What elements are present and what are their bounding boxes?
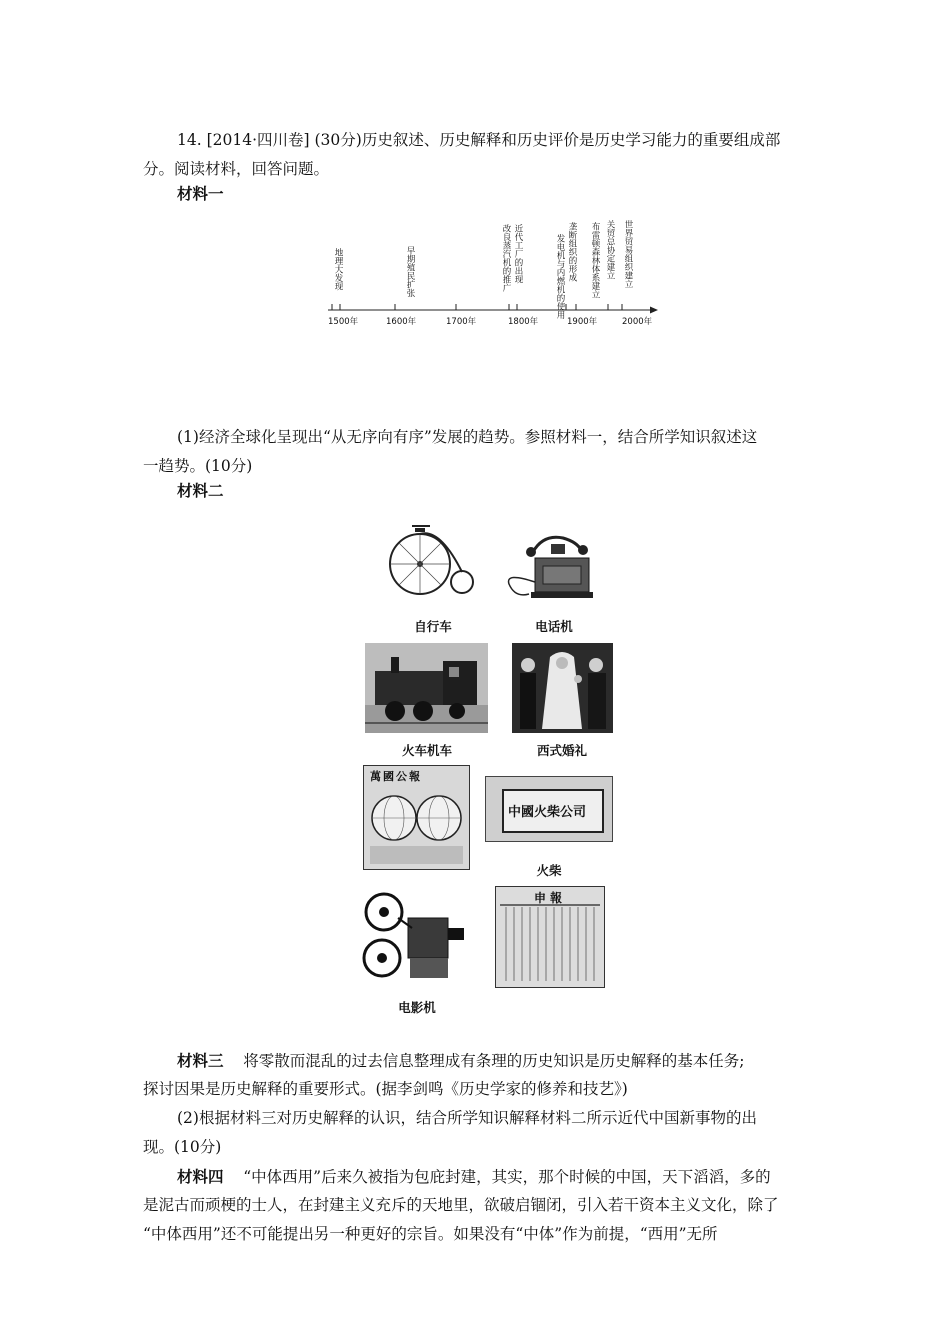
material-3-heading: 材料三 [177,1051,224,1070]
timeline-year-labels [328,316,653,327]
material-3-text1: 将零散而混乱的过去信息整理成有条理的历史知识是历史解释的基本任务; [243,1052,745,1070]
timeline-events [333,219,633,319]
match-box-image [485,776,613,842]
question-number: 14. [177,131,202,149]
caption-telephone: 电话机 [535,619,573,634]
question-source: [2014·四川卷] [206,131,310,149]
caption-projector: 电影机 [398,1000,436,1015]
question-14-intro [143,126,808,155]
year-1900: 1900年 [567,317,598,327]
material-4-line3: “中体西用”还不可能提出另一种更好的宗旨。如果没有“中体”作为前提，“西用”无所 [143,1225,718,1243]
material-2-heading: 材料二 [177,481,224,500]
projector-image [360,888,470,983]
caption-bicycle: 自行车 [414,619,452,634]
question-1-line1: (1)经济全球化呈现出“从无序向有序”发展的趋势。参照材料一，结合所学知识叙述这 [177,428,758,446]
timeline-arrow [650,307,658,314]
shenbao-image [495,886,605,988]
question-intro-line2: 分。阅读材料，回答问题。 [143,160,330,178]
question-points: (30分) [314,131,362,149]
telephone-image [495,522,610,602]
train-image [365,643,488,733]
year-1800: 1800年 [508,317,539,327]
material-4-heading: 材料四 [177,1167,224,1186]
event-monopoly: 垄断组织的形成 [567,222,577,282]
wanguo-gongbao-image [363,765,470,870]
material-3-line2: 探讨因果是历史解释的重要形式。(据李剑鸣《历史学家的修养和技艺》) [143,1080,628,1098]
event-bretton-woods: 布雷顿森林体系建立 [590,222,600,299]
timeline-ticks [332,304,622,310]
wanguo-gongbao-title: 萬國公報 [370,770,422,783]
year-1600: 1600年 [386,317,417,327]
event-factory: 近代工厂的出现 [513,224,523,284]
question-2-line1: (2)根据材料三对历史解释的认识，结合所学知识解释材料二所示近代中国新事物的出 [177,1109,757,1127]
event-gatt: 关贸总协定建立 [605,220,615,280]
question-1-line2: 一趋势。(10分) [143,457,253,475]
material-4-text1: “中体西用”后来久被指为包庇封建，其实，那个时候的中国，天下滔滔，多的 [243,1168,771,1186]
question-intro-line1: 历史叙述、历史解释和历史评价是历史学习能力的重要组成部 [361,131,781,149]
timeline-figure [320,218,665,333]
caption-match: 火柴 [536,863,562,878]
bicycle-image [388,520,478,600]
year-1500: 1500年 [328,317,359,327]
event-generator: 发电机与内燃机的使用 [555,234,565,319]
event-steam: 改良蒸汽机的推广 [501,224,511,292]
wedding-image [512,643,613,733]
match-box-label: 中國火柴公司 [508,805,587,820]
caption-wedding: 西式婚礼 [536,743,587,758]
year-1700: 1700年 [446,317,477,327]
material-1-heading: 材料一 [177,184,224,203]
year-2000: 2000年 [622,317,653,327]
event-wto: 世界贸易组织建立 [623,220,633,288]
material-3-line1 [143,1046,808,1076]
question-2-line2: 现。(10分) [143,1138,222,1156]
shenbao-title: 申報 [534,891,567,905]
material-4-line2: 是泥古而顽梗的士人，在封建主义充斥的天地里，欲破启锢闭，引入若干资本主义文化，除了 [143,1196,779,1214]
event-discovery: 地理大发现 [333,248,343,291]
event-colonial: 早期殖民扩张 [405,246,415,297]
caption-train: 火车机车 [401,743,452,758]
material-4-line1 [143,1162,808,1192]
